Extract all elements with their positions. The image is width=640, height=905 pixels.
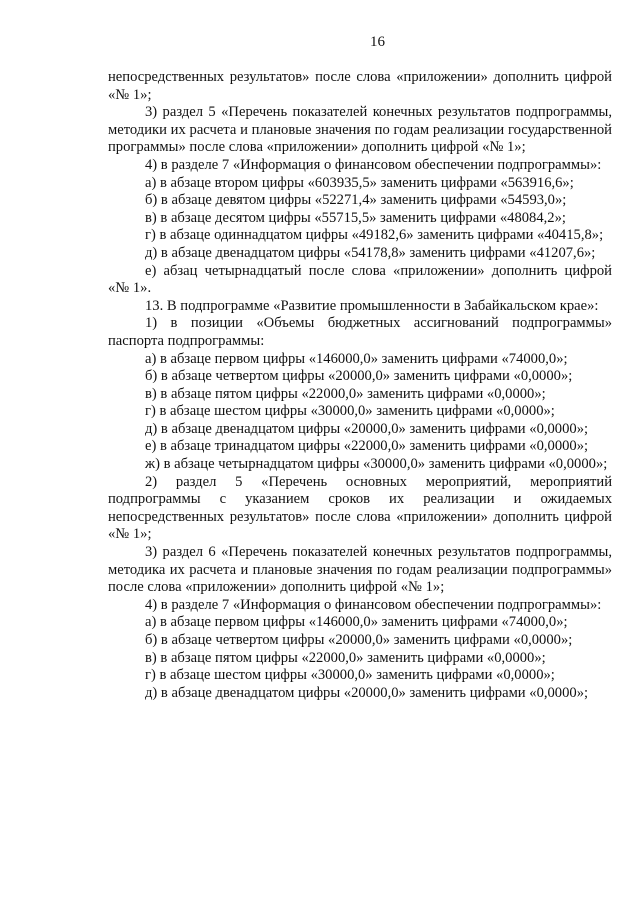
paragraph-item-4-section-7: 4) в разделе 7 «Информация о финансовом обеспечении подпрограммы»: bbox=[145, 156, 602, 173]
paragraph-subitem-b: б) в абзаце девятом цифры «52271,4» заменить цифрами «54593,0»; bbox=[145, 192, 567, 209]
document-body bbox=[108, 69, 612, 702]
paragraph-subitem-v: в) в абзаце десятом цифры «55715,5» заменить цифрами «48084,2»; bbox=[145, 209, 566, 226]
document-page bbox=[108, 0, 612, 905]
paragraph-item-3-section-6: 3) раздел 6 «Перечень показателей конечных результатов подпрограммы, методика их расчета и плановые значения по годам реализации подпрограммы» после слова «приложении» дополнить цифрой «№ 1»; bbox=[108, 544, 612, 596]
paragraph-subitem-b: б) в абзаце четвертом цифры «20000,0» заменить цифрами «0,0000»; bbox=[145, 632, 573, 648]
paragraph-subitem-g: г) в абзаце одиннадцатом цифры «49182,6» заменить цифрами «40415,8»; bbox=[145, 227, 604, 244]
paragraph-subitem-d: д) в абзаце двенадцатом цифры «20000,0» заменить цифрами «0,0000»; bbox=[145, 684, 589, 701]
paragraph-subitem-g: г) в абзаце шестом цифры «30000,0» заменить цифрами «0,0000»; bbox=[145, 667, 555, 684]
paragraph-subitem-v: в) в абзаце пятом цифры «22000,0» заменить цифрами «0,0000»; bbox=[145, 385, 546, 402]
paragraph-subitem-a: а) в абзаце первом цифры «146000,0» заменить цифрами «74000,0»; bbox=[145, 614, 568, 631]
paragraph-subitem-zh: ж) в абзаце четырнадцатом цифры «30000,0» заменить цифрами «0,0000»; bbox=[145, 456, 608, 473]
paragraph-subitem-d: д) в абзаце двенадцатом цифры «54178,8» заменить цифрами «41207,6»; bbox=[145, 244, 596, 261]
paragraph-continuation: непосредственных результатов» после слова «приложении» дополнить цифрой «№ 1»; bbox=[108, 69, 612, 103]
paragraph-item-4-section-7: 4) в разделе 7 «Информация о финансовом обеспечении подпрограммы»: bbox=[145, 596, 602, 613]
page-number: 16 bbox=[370, 34, 385, 50]
paragraph-subitem-e: е) абзац четырнадцатый после слова «приложении» дополнить цифрой «№ 1». bbox=[108, 262, 612, 297]
paragraph-item-2-section-5: 2) раздел 5 «Перечень основных мероприятий, мероприятий подпрограммы с указанием сроков их реализации и ожидаемых непосредственных результатов» после слова «приложении» дополнить цифрой «№ 1»; bbox=[108, 473, 612, 543]
paragraph-subitem-v: в) в абзаце пятом цифры «22000,0» заменить цифрами «0,0000»; bbox=[145, 649, 546, 666]
paragraph-subitem-d: д) в абзаце двенадцатом цифры «20000,0» заменить цифрами «0,0000»; bbox=[145, 420, 589, 437]
paragraph-item-1-passport: 1) в позиции «Объемы бюджетных ассигнований подпрограммы» паспорта подпрограммы: bbox=[108, 315, 612, 349]
paragraph-subitem-a: а) в абзаце втором цифры «603935,5» заменить цифрами «563916,6»; bbox=[145, 174, 574, 191]
paragraph-item-3-section-5: 3) раздел 5 «Перечень показателей конечных результатов подпрограммы, методики их расчета и плановые значения по годам реализации государственной программы» после слова «приложении» дополнить цифрой «№ 1»; bbox=[108, 104, 612, 156]
paragraph-section-13: 13. В подпрограмме «Развитие промышленности в Забайкальском крае»: bbox=[145, 297, 599, 314]
paragraph-subitem-a: а) в абзаце первом цифры «146000,0» заменить цифрами «74000,0»; bbox=[145, 350, 568, 367]
paragraph-subitem-e: е) в абзаце тринадцатом цифры «22000,0» заменить цифрами «0,0000»; bbox=[145, 438, 589, 455]
paragraph-subitem-g: г) в абзаце шестом цифры «30000,0» заменить цифрами «0,0000»; bbox=[145, 403, 555, 420]
paragraph-subitem-b: б) в абзаце четвертом цифры «20000,0» заменить цифрами «0,0000»; bbox=[145, 368, 573, 385]
